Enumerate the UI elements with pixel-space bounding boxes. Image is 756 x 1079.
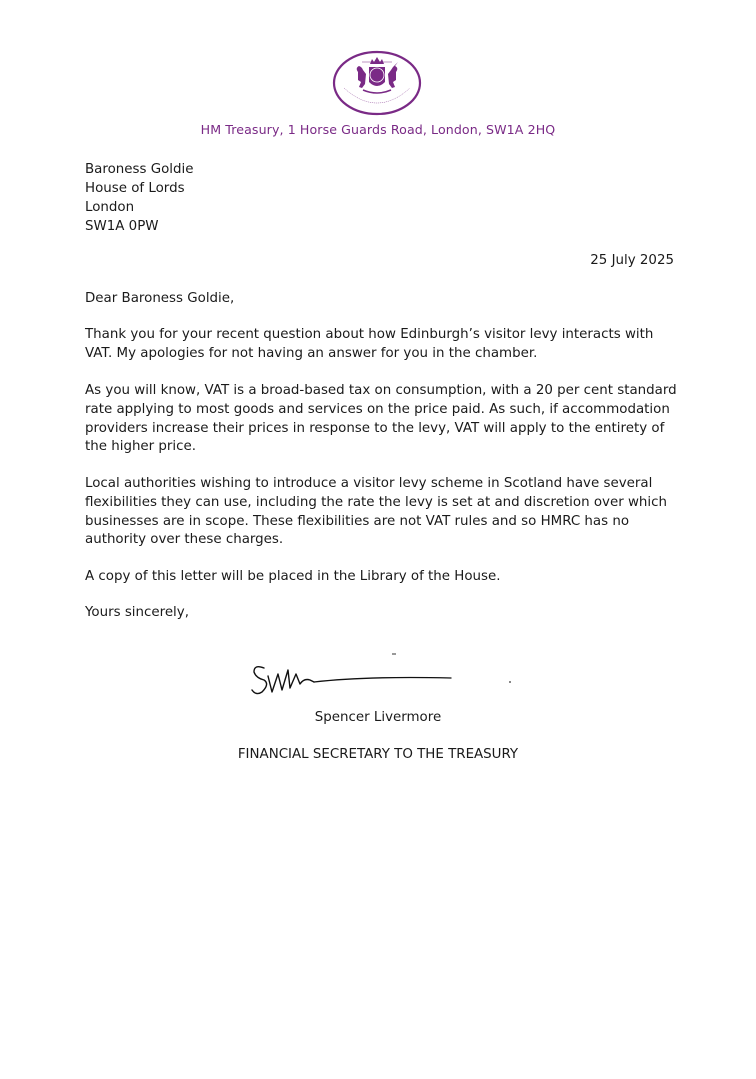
- letterhead-address: HM Treasury, 1 Horse Guards Road, London, SW1A 2HQ: [200, 122, 556, 137]
- closing: Yours sincerely,: [85, 605, 189, 620]
- recipient-name: Baroness Goldie: [85, 162, 194, 177]
- paragraph-1: Thank you for your recent question about how Edinburgh’s visitor levy interacts with VAT. My apologies for not having an answer for you in the chamber.: [85, 327, 654, 361]
- paragraph-2: As you will know, VAT is a broad-based tax on consumption, with a 20 per cent standard rate applying to most goods and services on the price paid. As such, if accommodation providers increase their prices in response to the levy, VAT will apply to the entirety of the higher price.: [85, 383, 677, 455]
- recipient-line-3: London: [85, 200, 135, 215]
- salutation: Dear Baroness Goldie,: [85, 291, 235, 306]
- recipient-address: [85, 160, 193, 236]
- paragraph-4: A copy of this letter will be placed in the Library of the House.: [85, 569, 501, 584]
- signer-name: Spencer Livermore: [314, 710, 442, 725]
- recipient-line-2: House of Lords: [85, 181, 185, 196]
- paragraph-3: Local authorities wishing to introduce a visitor levy scheme in Scotland have several flexibilities they can use, including the rate the levy is set at and discretion over which businesses are in scope. These flexibilities are not VAT rules and so HMRC has no authority over these charges.: [85, 476, 667, 548]
- handwritten-signature: [246, 650, 526, 706]
- royal-crest-logo: [332, 50, 422, 116]
- letter-date: 25 July 2025: [590, 253, 674, 268]
- recipient-postcode: SW1A 0PW: [85, 219, 159, 234]
- signer-title: FINANCIAL SECRETARY TO THE TREASURY: [237, 747, 519, 762]
